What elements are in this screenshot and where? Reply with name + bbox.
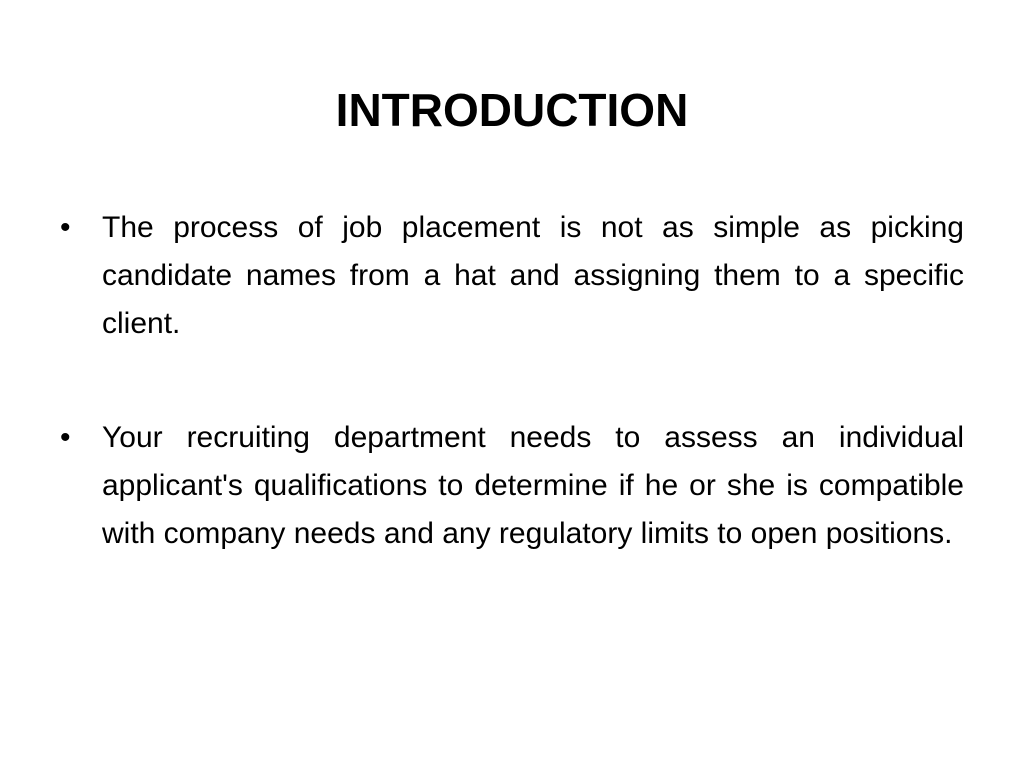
bullet-item — [58, 414, 964, 558]
bullet-icon: • — [60, 421, 71, 454]
bullet-text: The process of job placement is not as simple as picking candidate names from a hat and assigning them to a specific client. — [102, 211, 964, 340]
bullet-icon: • — [60, 211, 71, 244]
slide-title: INTRODUCTION — [335, 84, 689, 136]
bullet-list — [58, 204, 964, 624]
bullet-text: Your recruiting department needs to assess an individual applicant's qualifications to determine if he or she is compatible with company needs and any regulatory limits to open positions. — [102, 421, 964, 550]
bullet-item — [58, 204, 964, 348]
